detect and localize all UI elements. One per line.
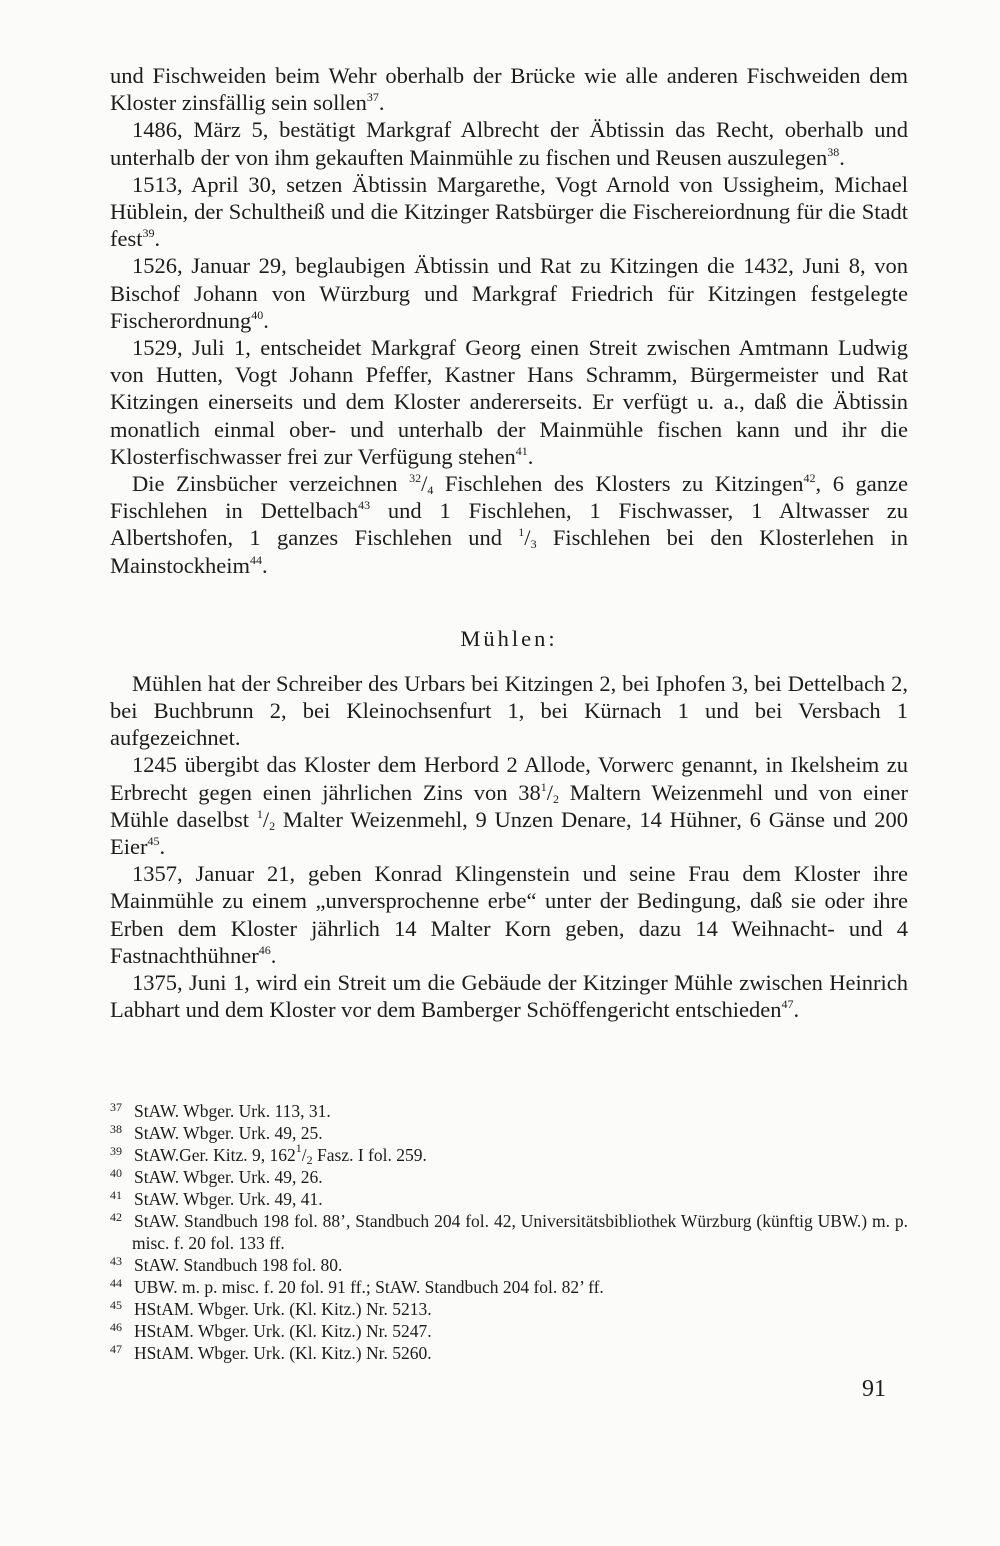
body-paragraphs-bottom: [110, 670, 908, 1024]
footnote: 43 StAW. Standbuch 198 fol. 80.: [110, 1254, 343, 1275]
footnote-text: StAW. Standbuch 198 fol. 88’, Standbuch 204 fol. 42, Universitätsbibliothek Würzburg (künftig UBW.) m. p. misc. f. 20 fol. 133 ff.: [132, 1211, 908, 1253]
paragraph: 1529, Juli 1, entscheidet Markgraf Georg einen Streit zwischen Amtmann Ludwig von Hutten, Vogt Johann Pfeffer, Kastner Hans Schramm, Bürgermeister und Rat Kitzingen einerseits und dem Kloster andererseits. Er verfügt u. a., daß die Äbtissin monatlich einmal ober- und unterhalb der Mainmühle fischen kann und ihr die Klosterfischwasser frei zur Verfügung stehen$^{41}$.: [110, 335, 908, 469]
footnote: 41 StAW. Wbger. Urk. 49, 41.: [110, 1188, 323, 1209]
paragraph: und Fischweiden beim Wehr oberhalb der Brücke wie alle anderen Fischweiden dem Kloster zinsfällig sein sollen$^{37}$.: [110, 63, 908, 116]
footnote: 46 HStAM. Wbger. Urk. (Kl. Kitz.) Nr. 5247.: [110, 1320, 432, 1341]
footnote: 40 StAW. Wbger. Urk. 49, 26.: [110, 1166, 323, 1187]
footnote-text: StAW.Ger. Kitz. 9, $162^1/_2$ Fasz. I fol. 259.: [134, 1141, 427, 1167]
footnote-text: HStAM. Wbger. Urk. (Kl. Kitz.) Nr. 5247.: [134, 1321, 432, 1341]
footnote-text: StAW. Wbger. Urk. 49, 26.: [134, 1167, 323, 1187]
footnote-text: HStAM. Wbger. Urk. (Kl. Kitz.) Nr. 5260.: [134, 1343, 432, 1363]
footnote: 39 StAW.Ger. Kitz. 9, $162^1/_2$ Fasz. I fol. 259.: [110, 1141, 427, 1167]
paragraph: Mühlen hat der Schreiber des Urbars bei Kitzingen 2, bei Iphofen 3, bei Dettelbach 2, bei Buchbrunn 2, bei Kleinochsenfurt 1, bei Kürnach 1 und bei Versbach 1 aufgezeichnet.: [110, 670, 908, 751]
footnote: 37 StAW. Wbger. Urk. 113, 31.: [110, 1100, 331, 1121]
paragraph: Die Zinsbücher verzeichnen $^{32}/_4$ Fischlehen des Klosters zu Kitzingen$^{42}$, 6 ganze Fischlehen in Dettelbach$^{43}$ und 1 Fischlehen, 1 Fischwasser, 1 Altwasser zu Albertshofen, 1 ganzes Fischlehen und $^1/_3$ Fischlehen bei den Klosterlehen in Mainstockheim$^{44}$.: [110, 471, 908, 578]
paragraph: 1526, Januar 29, beglaubigen Äbtissin und Rat zu Kitzingen die 1432, Juni 8, von Bischof Johann von Würzburg und Markgraf Friedrich für Kitzingen festgelegte Fischerordnung$^{40}$.: [110, 253, 908, 333]
section-heading: Mühlen:: [460, 625, 558, 651]
footnote: 38 StAW. Wbger. Urk. 49, 25.: [110, 1122, 323, 1143]
footnote: 42 StAW. Standbuch 198 fol. 88’, Standbuch 204 fol. 42, Universitätsbibliothek Würzburg (künftig UBW.) m. p. misc. f. 20 fol. 133 ff.: [110, 1210, 908, 1253]
paragraph: 1513, April 30, setzen Äbtissin Margarethe, Vogt Arnold von Ussigheim, Michael Hüblein, der Schultheiß und die Kitzinger Ratsbürger die Fischereiordnung für die Stadt fest$^{39}$.: [110, 171, 908, 252]
footnote: 44 UBW. m. p. misc. f. 20 fol. 91 ff.; StAW. Standbuch 204 fol. 82’ ff.: [110, 1276, 604, 1297]
footnote-text: StAW. Wbger. Urk. 113, 31.: [134, 1101, 331, 1121]
page-number: 91: [862, 1376, 886, 1402]
footnote-text: StAW. Standbuch 198 fol. 80.: [134, 1255, 343, 1275]
footnote-text: UBW. m. p. misc. f. 20 fol. 91 ff.; StAW. Standbuch 204 fol. 82’ ff.: [134, 1277, 604, 1297]
body-paragraphs-top: [110, 62, 908, 579]
footnote-text: HStAM. Wbger. Urk. (Kl. Kitz.) Nr. 5213.: [134, 1299, 432, 1319]
footnotes: [110, 1100, 908, 1364]
footnote-text: StAW. Wbger. Urk. 49, 25.: [134, 1123, 323, 1143]
footnote-text: StAW. Wbger. Urk. 49, 41.: [134, 1189, 323, 1209]
paragraph: 1486, März 5, bestätigt Markgraf Albrecht der Äbtissin das Recht, oberhalb und unterhalb der von ihm gekauften Mainmühle zu fischen und Reusen auszulegen$^{38}$.: [110, 117, 908, 170]
footnote: 45 HStAM. Wbger. Urk. (Kl. Kitz.) Nr. 5213.: [110, 1298, 432, 1319]
paragraph: 1375, Juni 1, wird ein Streit um die Gebäude der Kitzinger Mühle zwischen Heinrich Labhart und dem Kloster vor dem Bamberger Schöffengericht entschieden$^{47}$.: [110, 970, 908, 1023]
paragraph: 1245 übergibt das Kloster dem Herbord 2 Allode, Vorwerc genannt, in Ikelsheim zu Erbrecht gegen einen jährlichen Zins von $38^1/_2$ Maltern Weizenmehl und von einer Mühle daselbst $^1/_2$ Malter Weizenmehl, 9 Unzen Denare, 14 Hühner, 6 Gänse und 200 Eier$^{45}$.: [110, 752, 909, 860]
paragraph: 1357, Januar 21, geben Konrad Klingenstein und seine Frau dem Kloster ihre Mainmühle zu einem „unversprochenne erbe“ unter der Bedingung, daß sie oder ihre Erben dem Kloster jährlich 14 Malter Korn geben, dazu 14 Weihnacht- und 4 Fastnachthühner$^{46}$.: [110, 861, 908, 968]
main-text: [110, 62, 908, 1024]
footnote: 47 HStAM. Wbger. Urk. (Kl. Kitz.) Nr. 5260.: [110, 1342, 432, 1363]
